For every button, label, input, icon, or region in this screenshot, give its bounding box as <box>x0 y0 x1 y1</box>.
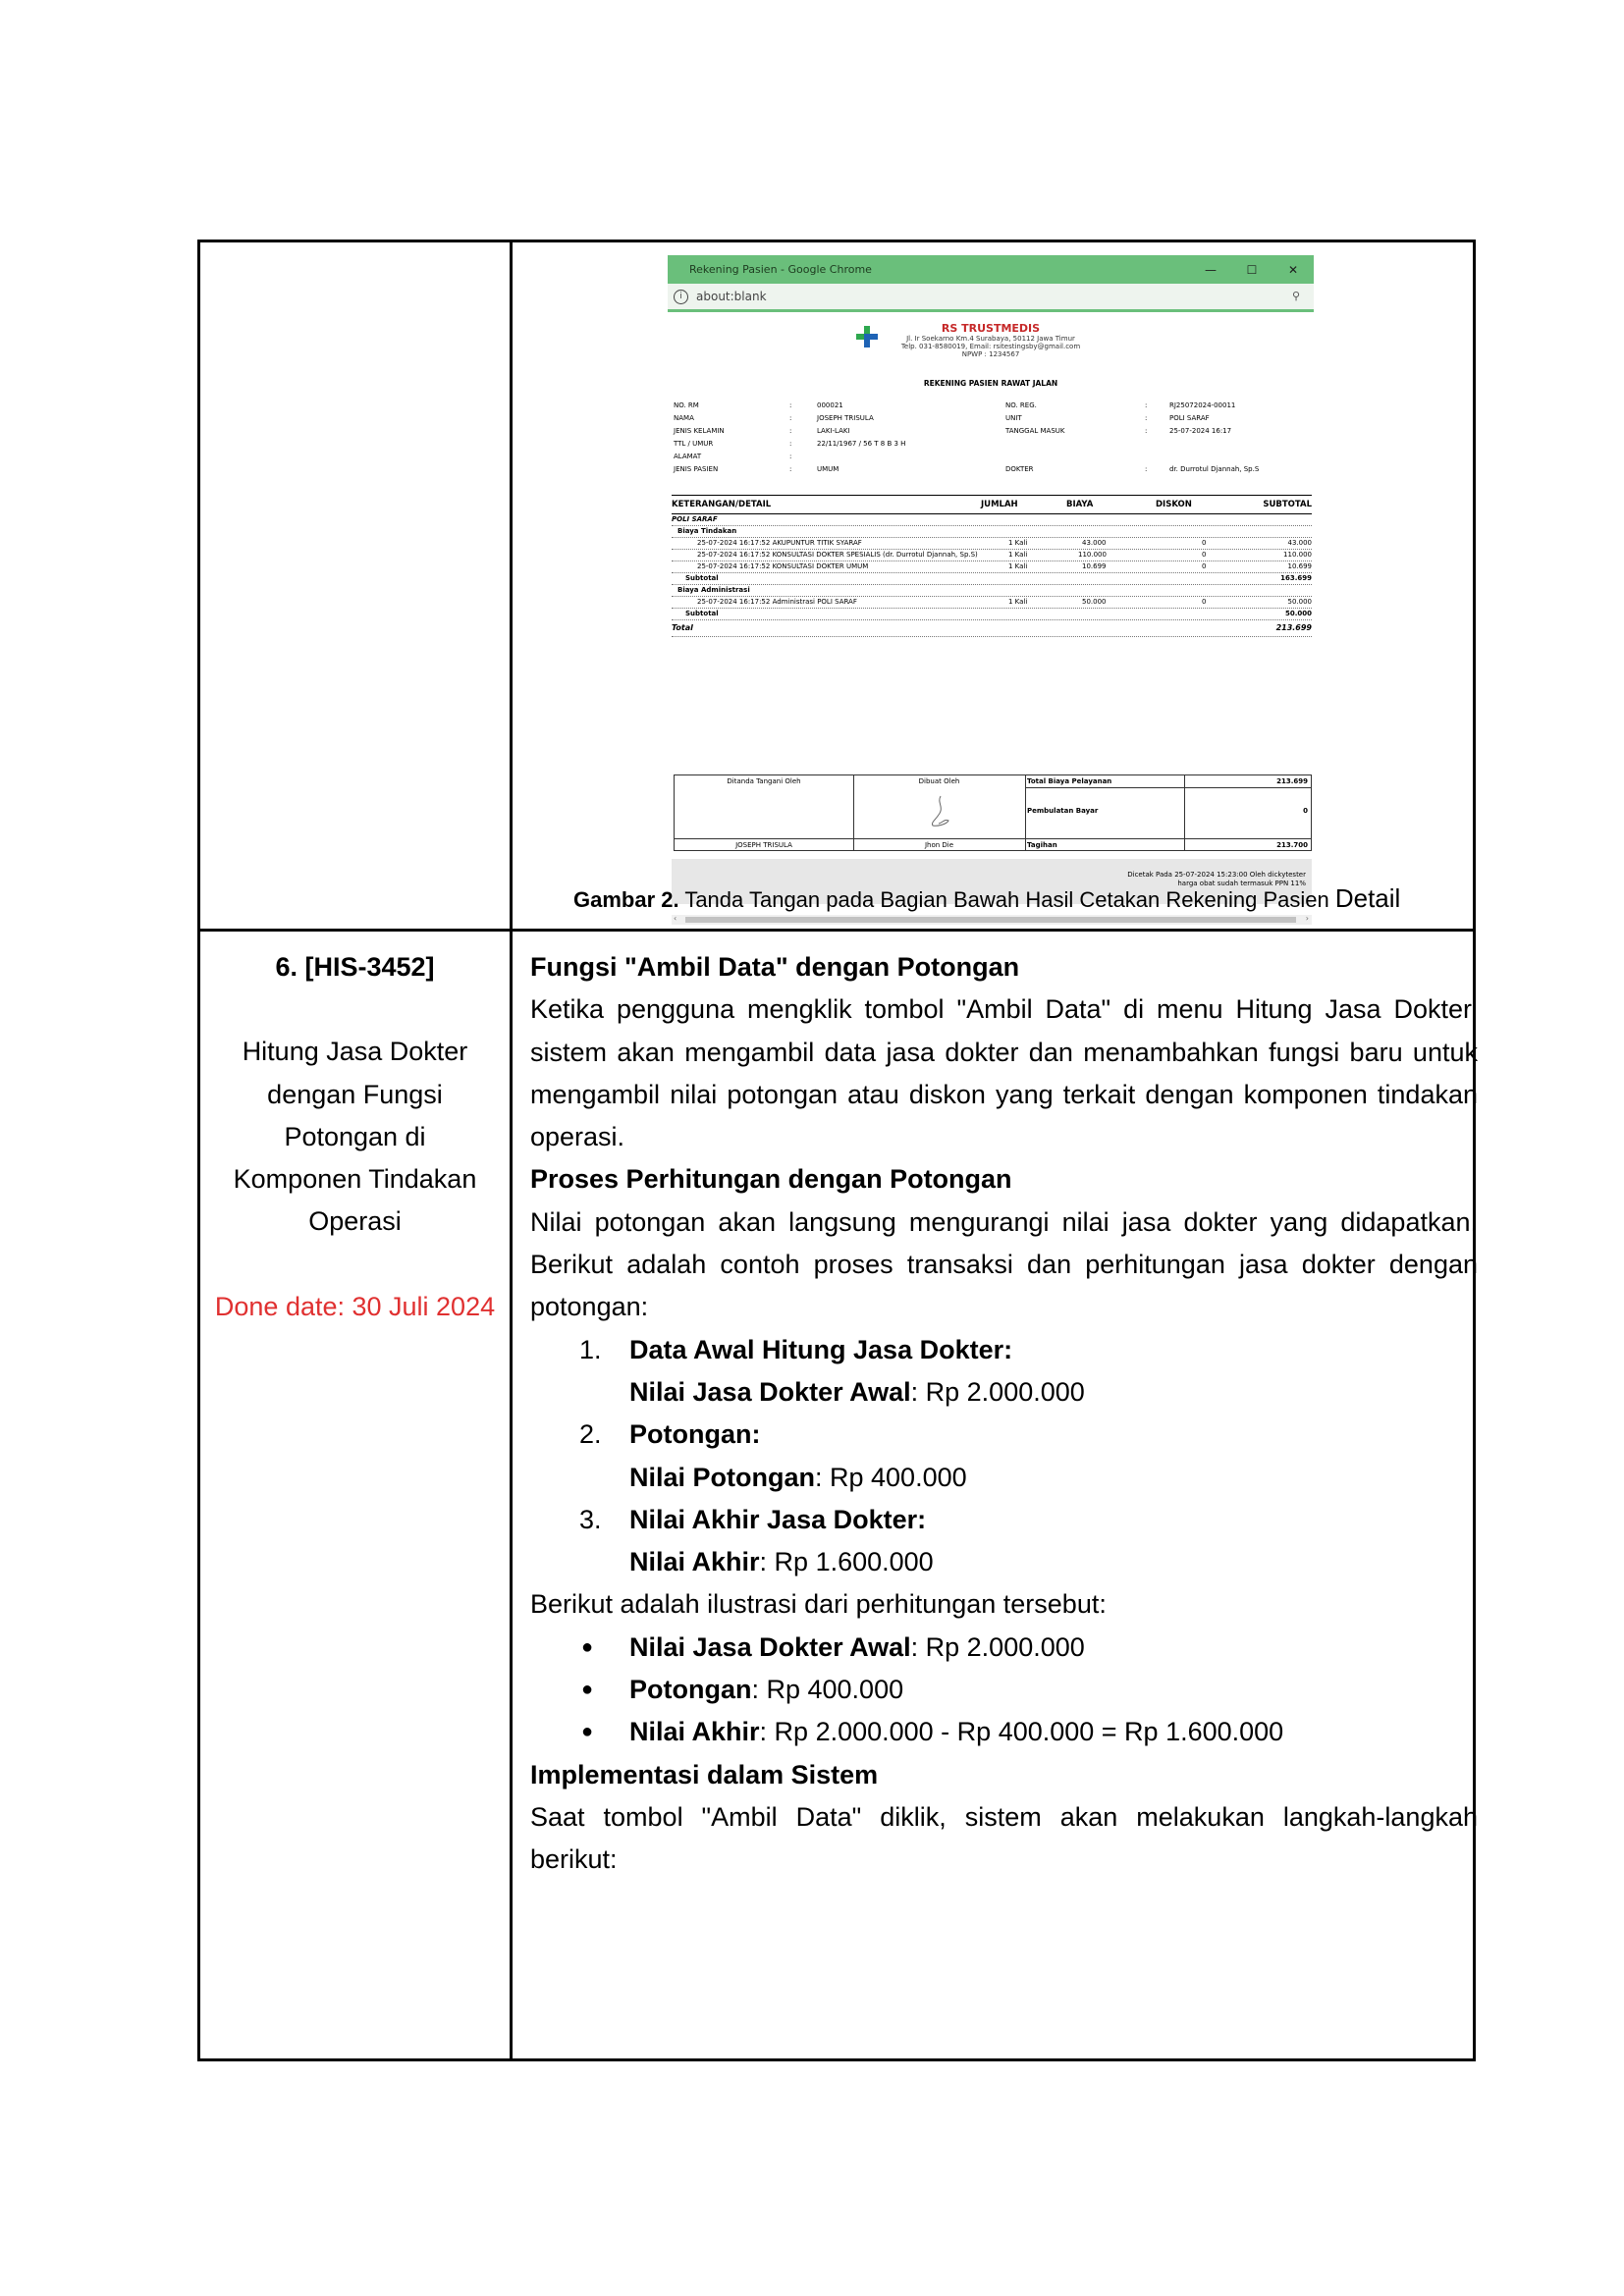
row-jumlah: 1 Kali <box>1008 598 1028 606</box>
colon: : <box>789 401 792 409</box>
section-heading: Fungsi "Ambil Data" dengan Potongan <box>530 952 1020 982</box>
nama: JOSEPH TRISULA <box>817 414 874 422</box>
item-value: : Rp 400.000 <box>751 1675 904 1705</box>
window-titlebar <box>668 255 1314 284</box>
colon: : <box>1145 414 1148 422</box>
task-title-line: Potongan di <box>284 1121 426 1151</box>
paragraph: Berikut adalah ilustrasi dari perhitungan tersebut: <box>530 1589 1107 1620</box>
caption-detail: Detail <box>1334 883 1401 913</box>
hospital-header <box>668 322 1314 358</box>
item-value: : Rp 400.000 <box>815 1462 967 1492</box>
row-biaya: 110.000 <box>1078 551 1107 559</box>
col-diskon: DISKON <box>1156 500 1192 509</box>
list-item <box>530 1669 1478 1711</box>
hospital-address: Jl. Ir Soekarno Km.4 Surabaya, 50112 Jawa Timur <box>906 335 1075 343</box>
bill-table <box>672 495 1312 637</box>
bill-group <box>672 585 1312 597</box>
item-number: 2. <box>579 1419 602 1450</box>
patient-info <box>674 400 1312 476</box>
horizontal-scrollbar[interactable] <box>672 915 1312 925</box>
row-jumlah: 1 Kali <box>1008 551 1028 559</box>
row-biaya: 10.699 <box>1082 562 1107 570</box>
label: UNIT <box>1005 414 1022 422</box>
label: TTL / UMUR <box>674 440 714 448</box>
section-heading: Proses Perhitungan dengan Potongan <box>530 1164 1012 1195</box>
col-subtotal: SUBTOTAL <box>1263 500 1312 509</box>
colon: : <box>1145 465 1148 473</box>
minimize-icon[interactable]: — <box>1205 262 1217 277</box>
maker-sign-name: Jhon Die <box>924 841 954 849</box>
label: NO. RM <box>674 401 699 409</box>
paragraph: Saat tombol "Ambil Data" diklik, sistem akan melakukan langkah-langkah berikut: <box>530 1801 1478 1875</box>
scroll-left-icon[interactable]: ‹ <box>674 914 677 923</box>
bullet-icon: ● <box>581 1721 594 1743</box>
row-subtotal: 50.000 <box>1287 598 1312 606</box>
paragraph: Nilai potongan akan langsung mengurangi nilai jasa dokter yang didapatkan. Berikut adalah contoh proses transaksi dan perhitungan jasa dokter dengan potongan: <box>530 1206 1478 1322</box>
list-item <box>530 1627 1478 1669</box>
signature-icon <box>927 793 954 828</box>
row-subtotal: 10.699 <box>1287 562 1312 570</box>
tagihan-label: Tagihan <box>1027 841 1057 849</box>
unit-text: POLI SARAF <box>672 515 718 523</box>
col-jumlah: JUMLAH <box>981 500 1018 509</box>
colon: : <box>789 414 792 422</box>
row-biaya: 43.000 <box>1082 539 1107 547</box>
label: JENIS KELAMIN <box>674 427 725 435</box>
row-desc: 25-07-2024 16:17:52 Administrasi POLI SARAF <box>697 598 857 606</box>
steps-list <box>530 1329 1478 1584</box>
tbp-label: Total Biaya Pelayanan <box>1027 777 1112 785</box>
bill-header <box>672 495 1312 514</box>
report-title: REKENING PASIEN RAWAT JALAN <box>923 379 1058 388</box>
label: ALAMAT <box>674 453 702 460</box>
label: NAMA <box>674 414 694 422</box>
printed-info: Dicetak Pada 25-07-2024 15:23:00 Oleh dickytester <box>1127 871 1306 879</box>
bullet-list <box>530 1627 1478 1754</box>
bill-subtotal <box>672 573 1312 585</box>
pb-value: 0 <box>1303 807 1308 815</box>
paragraph: Ketika pengguna mengklik tombol "Ambil Data" di menu Hitung Jasa Dokter, sistem akan mengambil data jasa dokter dan menambahkan fungsi baru untuk mengambil nilai potongan atau diskon yang terkait dengan komponen tindakan operasi. <box>530 994 1478 1152</box>
bill-row <box>672 538 1312 550</box>
label: TANGGAL MASUK <box>1005 427 1065 435</box>
task-title-line: Operasi <box>308 1206 402 1237</box>
label: NO. REG. <box>1005 401 1037 409</box>
figure-caption <box>573 883 1437 914</box>
caption-text: Tanda Tangan pada Bagian Bawah Hasil Cetakan Rekening Pasien <box>678 887 1335 912</box>
row-desc: 25-07-2024 16:17:52 AKUPUNTUR TITIK SYARAF <box>697 539 862 547</box>
colon: : <box>789 427 792 435</box>
subtotal-value: 50.000 <box>1284 610 1312 617</box>
colon: : <box>789 453 792 460</box>
subtotal-value: 163.699 <box>1280 574 1312 582</box>
bill-row <box>672 550 1312 561</box>
label: DOKTER <box>1005 465 1034 473</box>
ditanda-label: Ditanda Tangani Oleh <box>727 777 801 785</box>
row-divider <box>197 929 1476 932</box>
jenis-pasien: UMUM <box>817 465 839 473</box>
item-number: 1. <box>579 1334 602 1364</box>
bill-row <box>672 597 1312 609</box>
row-jumlah: 1 Kali <box>1008 539 1028 547</box>
item-value: : Rp 2.000.000 <box>910 1376 1085 1407</box>
scroll-thumb[interactable] <box>685 917 1296 923</box>
row-jumlah: 1 Kali <box>1008 562 1028 570</box>
section-heading: Implementasi dalam Sistem <box>530 1759 879 1789</box>
item-value: : Rp 2.000.000 <box>910 1631 1085 1662</box>
label: JENIS PASIEN <box>674 465 719 473</box>
tagihan-value: 213.700 <box>1276 841 1308 849</box>
dokter: dr. Durrotul Djannah, Sp.S <box>1169 465 1260 473</box>
task-id: 6. [HIS-3452] <box>275 952 435 982</box>
list-item <box>530 1711 1478 1753</box>
col-biaya: BIAYA <box>1066 500 1094 509</box>
row-subtotal: 110.000 <box>1283 551 1312 559</box>
colon: : <box>789 440 792 448</box>
item-value: : Rp 2.000.000 - Rp 400.000 = Rp 1.600.000 <box>759 1717 1284 1747</box>
jenis-kelamin: LAKI-LAKI <box>817 427 850 435</box>
total-label: Total <box>672 623 693 632</box>
item-title: Nilai Akhir Jasa Dokter: <box>629 1504 927 1534</box>
group-text: Biaya Tindakan <box>677 527 737 535</box>
column-divider <box>510 240 513 2061</box>
item-title: Potongan: <box>629 1419 761 1450</box>
zoom-icon[interactable]: ⚲ <box>1291 290 1300 302</box>
item-label: Potongan <box>629 1675 752 1705</box>
tbp-value: 213.699 <box>1276 777 1308 785</box>
window-title: Rekening Pasien - Google Chrome <box>689 263 872 276</box>
item-label: Nilai Jasa Dokter Awal <box>629 1376 911 1407</box>
bill-total <box>672 620 1312 637</box>
row-subtotal: 43.000 <box>1287 539 1312 547</box>
task-cell <box>200 946 510 1328</box>
item-title: Data Awal Hitung Jasa Dokter: <box>629 1334 1013 1364</box>
address-bar[interactable] <box>668 284 1314 312</box>
description-cell <box>530 946 1478 1882</box>
item-label: Nilai Akhir <box>629 1547 760 1577</box>
task-title-line: Hitung Jasa Dokter <box>242 1037 468 1067</box>
bill-row <box>672 561 1312 573</box>
item-label: Nilai Potongan <box>629 1462 815 1492</box>
unit: POLI SARAF <box>1169 414 1210 422</box>
ppn-note: harga obat sudah termasuk PPN 11% <box>1177 880 1306 887</box>
close-icon[interactable]: ✕ <box>1287 262 1299 277</box>
ttl-umur: 22/11/1967 / 56 T 8 B 3 H <box>817 440 906 448</box>
scroll-right-icon[interactable]: › <box>1305 914 1309 923</box>
colon: : <box>789 465 792 473</box>
bullet-icon: ● <box>581 1635 594 1658</box>
no-reg: RJ25072024-00011 <box>1169 401 1236 409</box>
col-ket: KETERANGAN/DETAIL <box>672 500 772 509</box>
task-title-line: dengan Fungsi <box>267 1079 443 1109</box>
bullet-icon: ● <box>581 1679 594 1701</box>
signature-box <box>674 774 1312 851</box>
hospital-npwp: NPWP : 1234567 <box>961 350 1020 358</box>
info-icon[interactable]: i <box>674 290 688 304</box>
subtotal-label: Subtotal <box>685 610 719 617</box>
bill-unit <box>672 514 1312 526</box>
patient-sign-name: JOSEPH TRISULA <box>735 841 792 849</box>
hospital-name: RS TRUSTMEDIS <box>941 322 1041 335</box>
maximize-icon[interactable]: ☐ <box>1246 262 1258 277</box>
hospital-contact: Telp. 031-8580019, Email: rsitestingsby@gmail.com <box>900 343 1081 350</box>
item-number: 3. <box>579 1504 602 1534</box>
list-item <box>530 1329 1478 1415</box>
no-rm: 000021 <box>817 401 843 409</box>
row-biaya: 50.000 <box>1082 598 1107 606</box>
list-item <box>530 1499 1478 1584</box>
item-label: Nilai Jasa Dokter Awal <box>629 1631 911 1662</box>
task-title-line: Komponen Tindakan <box>233 1164 477 1195</box>
row-desc: 25-07-2024 16:17:52 KONSULTASI DOKTER UMUM <box>697 562 869 570</box>
bill-subtotal <box>672 609 1312 620</box>
row-diskon: 0 <box>1202 539 1207 547</box>
group-text: Biaya Administrasi <box>677 586 750 594</box>
row-desc: 25-07-2024 16:17:52 KONSULTASI DOKTER SPESIALIS (dr. Durrotul Djannah, Sp.S) <box>697 551 978 559</box>
row-diskon: 0 <box>1202 598 1207 606</box>
item-value: : Rp 1.600.000 <box>759 1547 934 1577</box>
row-diskon: 0 <box>1202 551 1207 559</box>
caption-label: Gambar 2. <box>573 887 679 912</box>
tanggal-masuk: 25-07-2024 16:17 <box>1169 427 1232 435</box>
done-date: Done date: 30 Juli 2024 <box>214 1291 496 1321</box>
dibuat-label: Dibuat Oleh <box>918 777 960 785</box>
row-diskon: 0 <box>1202 562 1207 570</box>
total-value: 213.699 <box>1275 623 1312 632</box>
colon: : <box>1145 401 1148 409</box>
address-text: about:blank <box>696 290 767 303</box>
sign-line <box>1025 787 1311 788</box>
subtotal-label: Subtotal <box>685 574 719 582</box>
bill-group <box>672 526 1312 538</box>
list-item <box>530 1414 1478 1499</box>
item-label: Nilai Akhir <box>629 1717 760 1747</box>
pb-label: Pembulatan Bayar <box>1027 807 1099 815</box>
colon: : <box>1145 427 1148 435</box>
